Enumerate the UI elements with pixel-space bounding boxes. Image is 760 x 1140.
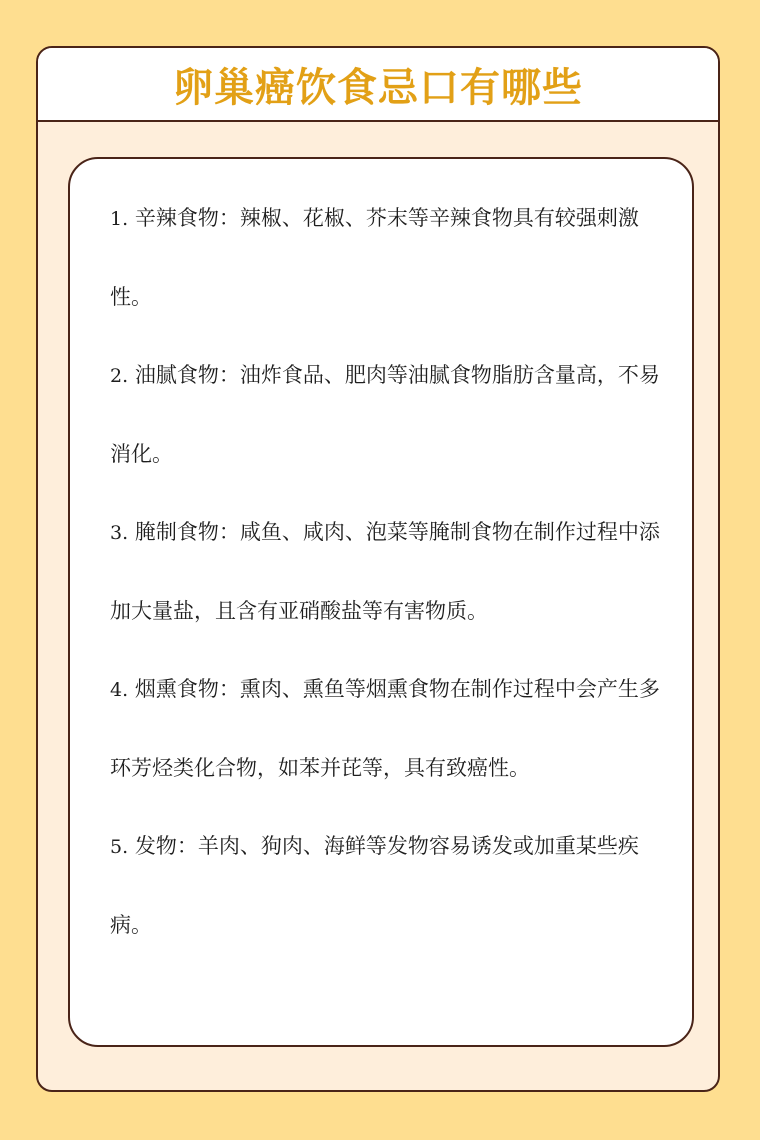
list-item: [110, 493, 666, 650]
item-number: 1.: [110, 208, 129, 230]
item-list: [110, 159, 666, 964]
content-card: [36, 46, 720, 1092]
item-text: 发物：羊肉、狗肉、海鲜等发物容易诱发或加重某些疾病。: [110, 834, 639, 937]
list-item: [110, 807, 666, 964]
item-number: 2.: [110, 365, 129, 387]
list-item: [110, 650, 666, 807]
item-number: 5.: [110, 836, 129, 858]
item-text: 烟熏食物：熏肉、熏鱼等烟熏食物在制作过程中会产生多环芳烃类化合物，如苯并芘等，具有致癌性。: [110, 677, 660, 780]
item-text: 腌制食物：咸鱼、咸肉、泡菜等腌制食物在制作过程中添加大量盐，且含有亚硝酸盐等有害物质。: [110, 520, 660, 623]
page-title: 卵巢癌饮食忌口有哪些: [173, 64, 583, 111]
content-panel: [68, 157, 694, 1047]
list-item: [110, 179, 666, 336]
item-number: 4.: [110, 679, 129, 701]
item-number: 3.: [110, 522, 129, 544]
item-text: 辛辣食物：辣椒、花椒、芥末等辛辣食物具有较强刺激性。: [110, 206, 639, 309]
card-header: [38, 48, 718, 122]
item-text: 油腻食物：油炸食品、肥肉等油腻食物脂肪含量高，不易消化。: [110, 363, 660, 466]
list-item: [110, 336, 666, 493]
